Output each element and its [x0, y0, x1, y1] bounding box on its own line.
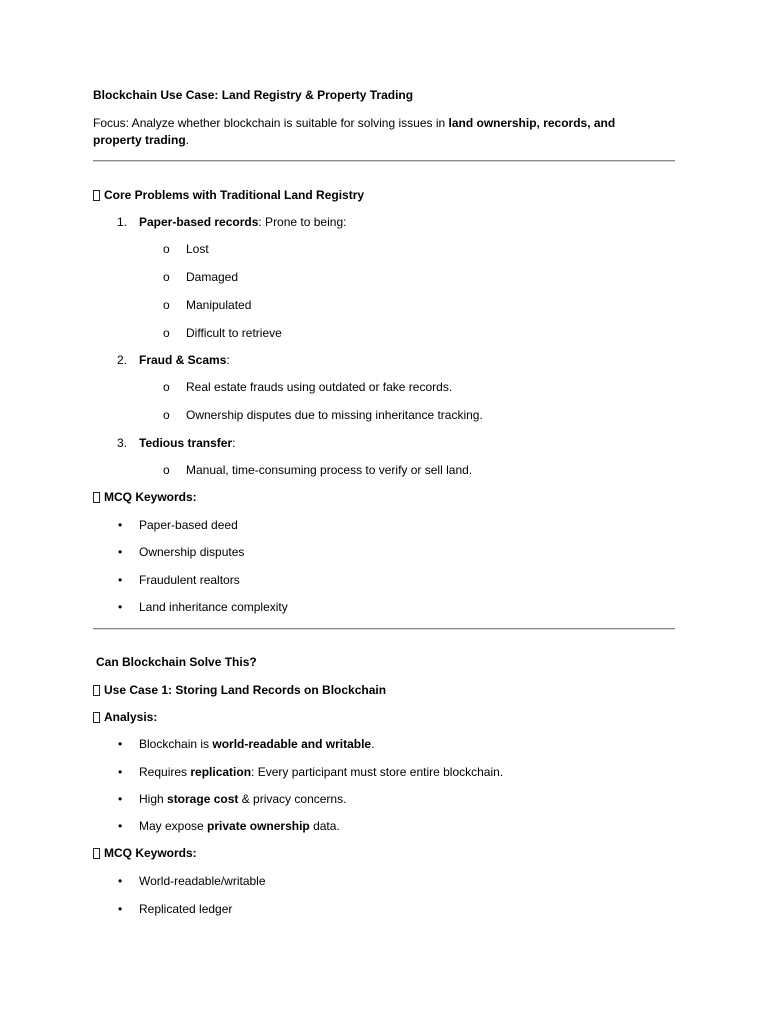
bullet-marker: •	[118, 874, 123, 888]
bullet-marker: •	[118, 792, 123, 806]
use-case-heading-text: Use Case 1: Storing Land Records on Blockchain	[104, 683, 387, 697]
bullet-item	[0, 791, 768, 807]
use-case-heading	[93, 682, 386, 698]
bullet-marker: •	[118, 545, 123, 559]
bullet-text: Land inheritance complexity	[139, 600, 288, 614]
bullet-text	[139, 736, 374, 752]
sub-list-marker: o	[163, 326, 170, 340]
keywords-heading	[93, 489, 197, 505]
sub-list-text: Real estate frauds using outdated or fake records.	[186, 380, 453, 394]
missing-glyph-icon	[93, 685, 100, 696]
bullet-text	[139, 791, 346, 807]
bullet-text-pre: Requires	[139, 765, 191, 779]
missing-glyph-icon	[93, 712, 100, 723]
focus-line-2	[0, 132, 768, 148]
section-1-heading-text: Core Problems with Traditional Land Registry	[104, 188, 365, 202]
bullet-marker: •	[118, 819, 123, 833]
bullet-item	[0, 901, 768, 917]
list-item	[0, 352, 768, 368]
bullet-marker: •	[118, 518, 123, 532]
sub-list-marker: o	[163, 242, 170, 256]
sub-list-marker: o	[163, 463, 170, 477]
sub-list-marker: o	[163, 298, 170, 312]
bullet-item	[0, 517, 768, 533]
list-item-label: Tedious transfer	[139, 436, 233, 450]
list-number: 2.	[117, 353, 128, 367]
analysis-heading-text: Analysis:	[104, 710, 158, 724]
keywords-heading-text: MCQ Keywords:	[104, 490, 197, 504]
bullet-text: World-readable/writable	[139, 874, 266, 888]
horizontal-rule	[93, 628, 675, 630]
bullet-marker: •	[118, 573, 123, 587]
missing-glyph-icon	[93, 190, 100, 201]
list-item-text	[139, 435, 235, 451]
sub-list-item	[0, 325, 768, 341]
bullet-marker: •	[118, 600, 123, 614]
focus-paragraph-line-1	[93, 115, 615, 131]
document-title: Blockchain Use Case: Land Registry & Property Trading	[93, 88, 414, 102]
list-item-label: Fraud & Scams	[139, 353, 227, 367]
keywords-heading-text: MCQ Keywords:	[104, 846, 197, 860]
list-item-text	[139, 352, 230, 368]
bullet-item	[0, 544, 768, 560]
keywords-heading-row	[0, 489, 768, 505]
section-1-heading-row	[0, 187, 768, 203]
bullet-text	[139, 764, 503, 780]
horizontal-rule	[93, 160, 675, 162]
sub-list-marker: o	[163, 380, 170, 394]
sub-list-item	[0, 407, 768, 423]
bullet-marker: •	[118, 902, 123, 916]
list-item-rest: :	[226, 353, 230, 367]
focus-prefix: Focus: Analyze whether blockchain is suitable for solving issues in	[93, 116, 449, 130]
bullet-text-post: : Every participant must store entire blockchain.	[251, 765, 504, 779]
sub-list-text: Lost	[186, 242, 209, 256]
list-number: 1.	[117, 215, 128, 229]
sub-list-item	[0, 379, 768, 395]
document-title-row	[0, 87, 768, 103]
bullet-item	[0, 764, 768, 780]
bullet-text-pre: May expose	[139, 819, 208, 833]
list-number: 3.	[117, 436, 128, 450]
bullet-text-bold: replication	[190, 765, 252, 779]
sub-list-marker: o	[163, 408, 170, 422]
sub-list-marker: o	[163, 270, 170, 284]
focus-bold-1: land ownership, records, and	[448, 116, 616, 130]
bullet-text-bold: world-readable and writable	[212, 737, 372, 751]
analysis-heading-row	[0, 709, 768, 725]
list-item-text	[139, 214, 346, 230]
sub-list-text: Ownership disputes due to missing inheritance tracking.	[186, 408, 483, 422]
bullet-text	[139, 818, 340, 834]
list-item	[0, 214, 768, 230]
sub-list-text: Damaged	[186, 270, 239, 284]
sub-list-text: Difficult to retrieve	[186, 326, 282, 340]
keywords-heading-row	[0, 845, 768, 861]
list-item	[0, 435, 768, 451]
bullet-text: Fraudulent realtors	[139, 573, 240, 587]
bullet-item	[0, 873, 768, 889]
focus-suffix: .	[185, 133, 190, 147]
focus-paragraph-line-2	[93, 132, 189, 148]
sub-list-item	[0, 462, 768, 478]
bullet-item	[0, 572, 768, 588]
focus-bold-2: property trading	[93, 133, 186, 147]
keywords-heading	[93, 845, 197, 861]
section-1-heading	[93, 187, 364, 203]
use-case-heading-row	[0, 682, 768, 698]
sub-list-item	[0, 297, 768, 313]
focus-line-1	[0, 115, 768, 131]
bullet-text: Ownership disputes	[139, 545, 245, 559]
bullet-item	[0, 736, 768, 752]
bullet-text-pre: Blockchain is	[139, 737, 213, 751]
bullet-text-bold: private ownership	[207, 819, 310, 833]
bullet-item	[0, 818, 768, 834]
section-2-heading: Can Blockchain Solve This?	[96, 655, 257, 669]
sub-list-text: Manipulated	[186, 298, 252, 312]
sub-list-item	[0, 241, 768, 257]
bullet-marker: •	[118, 765, 123, 779]
section-2-heading-row	[0, 654, 768, 670]
sub-list-text: Manual, time-consuming process to verify or sell land.	[186, 463, 473, 477]
bullet-text-post: data.	[309, 819, 340, 833]
bullet-text: Replicated ledger	[139, 902, 233, 916]
list-item-label: Paper-based records	[139, 215, 259, 229]
bullet-text: Paper-based deed	[139, 518, 238, 532]
bullet-text-pre: High	[139, 792, 168, 806]
bullet-item	[0, 599, 768, 615]
list-item-rest: : Prone to being:	[258, 215, 347, 229]
sub-list-item	[0, 269, 768, 285]
bullet-text-post: & privacy concerns.	[238, 792, 347, 806]
bullet-marker: •	[118, 737, 123, 751]
missing-glyph-icon	[93, 848, 100, 859]
missing-glyph-icon	[93, 492, 100, 503]
bullet-text-bold: storage cost	[167, 792, 239, 806]
list-item-rest: :	[232, 436, 236, 450]
bullet-text-post: .	[371, 737, 375, 751]
analysis-heading	[93, 709, 157, 725]
